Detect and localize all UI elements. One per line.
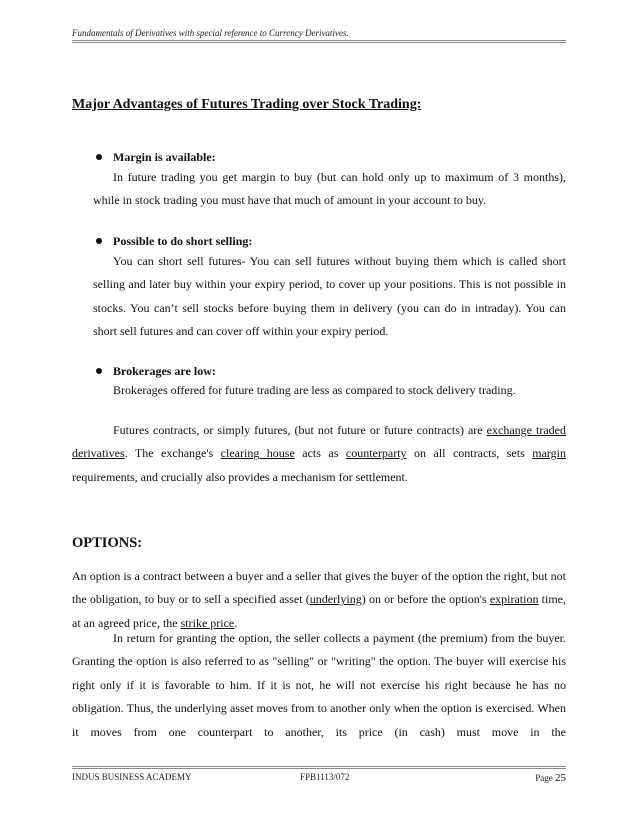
options-paragraph-1 — [72, 565, 566, 635]
page-number: 25 — [555, 772, 566, 784]
bullet-margin-title — [113, 150, 216, 165]
link-margin[interactable]: margin — [532, 446, 567, 461]
text-run: . — [234, 615, 238, 630]
bullet-title-text: Possible to do short selling: — [113, 234, 253, 248]
bullet-title-text: Margin is available: — [113, 150, 216, 164]
section-heading-advantages: Major Advantages of Futures Trading over Stock Trading: — [72, 97, 422, 112]
futures-paragraph — [72, 419, 566, 489]
text-run: on all contracts, sets — [406, 446, 533, 461]
footer-code: FPB1113/072 — [300, 772, 350, 782]
bullet-short-selling-title — [113, 234, 252, 249]
footer-institution: INDUS BUSINESS ACADEMY — [72, 772, 192, 782]
link-clearing-house[interactable]: clearing house — [220, 446, 295, 461]
footer-rule — [72, 766, 566, 769]
bullet-icon — [96, 238, 102, 244]
text-run: ) on or before the option's — [361, 592, 490, 607]
bullet-short-selling-text: You can short sell futures- You can sell futures without buying them which is called short selling and later buy within your expiry period, to cover up your positions. This is not possible in stocks. You can’t sell stocks before buying them in delivery (you can do in intraday). You can short sell futures and can cover off within your expiry period. — [93, 254, 566, 339]
text-run: acts as — [294, 446, 346, 461]
bullet-brokerages-text: Brokerages offered for future trading are less as compared to stock delivery trading. — [113, 383, 516, 397]
link-underlying[interactable]: underlying — [309, 592, 362, 607]
text-run: . The exchange's — [124, 446, 221, 461]
link-counterparty[interactable]: counterparty — [345, 446, 407, 461]
link-exchange-traded-derivatives[interactable]: exchange traded derivatives — [72, 423, 566, 461]
link-strike-price[interactable]: strike price — [180, 615, 235, 630]
section-heading-options: OPTIONS: — [72, 535, 143, 551]
text-run: An option is a contract between a buyer and a seller that gives the buyer of the option the right, but not the obligation, to buy or to sell a specified asset ( — [72, 569, 566, 607]
footer-page — [535, 772, 566, 784]
bullet-icon — [96, 368, 102, 374]
options-paragraph-2: In return for granting the option, the seller collects a payment (the premium) from the buyer. Granting the option is also referred to as "selling" or "writing" the option. The buyer will exercise his right only if it is favorable to him. If it is not, he will not exercise his right because he has no obligation. Thus, the underlying asset moves from to another only when the option is exercised. When it moves from one counterpart to another, its price (in cash) must move in the — [72, 631, 566, 739]
bullet-margin-text: In future trading you get margin to buy (but can hold only up to maximum of 3 months), while in stock trading you must have that much of amount in your account to buy. — [93, 170, 566, 208]
text-run: Futures contracts, or simply futures, (but not future or future contracts) are — [113, 423, 487, 437]
running-header: Fundamentals of Derivatives with special reference to Currency Derivatives. — [72, 28, 349, 38]
link-expiration[interactable]: expiration — [489, 592, 539, 607]
bullet-title-text: Brokerages are low: — [113, 364, 216, 378]
text-run: time, at an agreed price, the — [72, 592, 567, 630]
page-label: Page — [535, 773, 553, 783]
bullet-brokerages-title — [113, 364, 216, 379]
header-rule — [72, 40, 566, 43]
text-run: requirements, and crucially also provides a mechanism for settlement. — [72, 469, 408, 484]
bullet-icon — [96, 154, 102, 160]
